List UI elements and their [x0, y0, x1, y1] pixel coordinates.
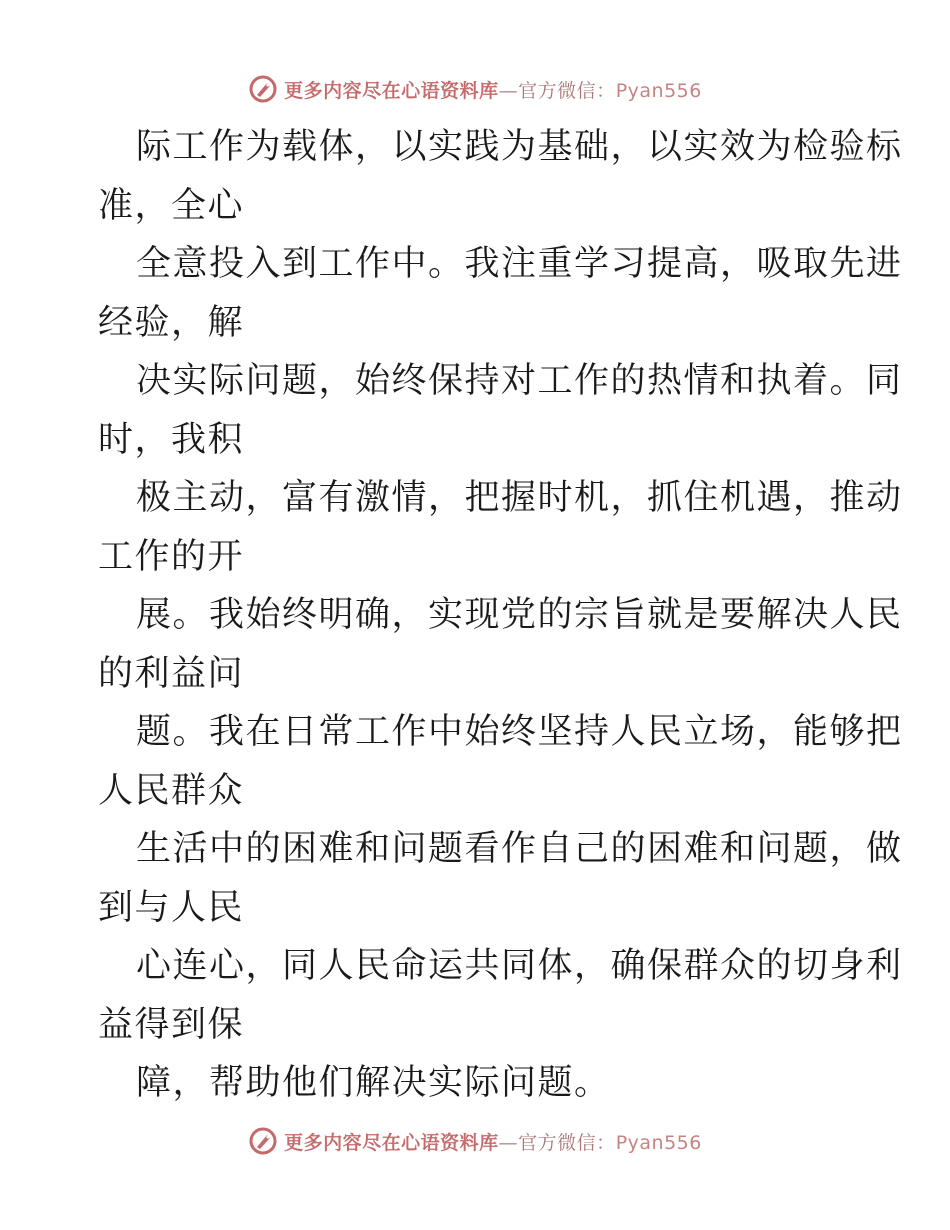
- watermark-label: 官方微信：: [518, 79, 616, 102]
- pen-nib-circle-icon: [248, 1126, 278, 1156]
- text-line: 际工作为载体，以实践为基础，以实效为检验标: [136, 127, 903, 167]
- watermark-separator: —: [498, 79, 519, 102]
- text-line: 全意投入到工作中。我注重学习提高，吸取先进: [136, 244, 903, 284]
- text-line: 题。我在日常工作中始终坚持人民立场，能够把: [136, 712, 903, 752]
- pen-nib-circle-icon: [248, 74, 278, 104]
- text-line: 心连心，同人民命运共同体，确保群众的切身利: [136, 946, 903, 986]
- text-line: 展。我始终明确，实现党的宗旨就是要解决人民: [136, 595, 903, 635]
- watermark-separator: —: [498, 1131, 519, 1154]
- watermark-label: 官方微信：: [518, 1131, 616, 1154]
- text-line: 决实际问题，始终保持对工作的热情和执着。同: [136, 361, 903, 401]
- text-line: 极主动，富有激情，把握时机，抓住机遇，推动: [136, 478, 903, 518]
- watermark-brand: 更多内容尽在心语资料库: [284, 1131, 499, 1154]
- text-line: 准，全心: [98, 185, 245, 226]
- text-line: 生活中的困难和问题看作自己的困难和问题，做: [136, 829, 903, 869]
- text-line: 人民群众: [98, 770, 245, 811]
- text-line: 障，帮助他们解决实际问题。: [136, 1063, 611, 1103]
- watermark-text: [284, 76, 702, 103]
- header-watermark: [0, 72, 950, 106]
- watermark-text: [284, 1128, 702, 1155]
- watermark-id: Pyan556: [615, 1131, 702, 1154]
- text-line: 时，我积: [98, 419, 245, 460]
- watermark-id: Pyan556: [615, 79, 702, 102]
- text-line: 的利益问: [98, 653, 245, 694]
- footer-watermark: [0, 1124, 950, 1158]
- text-line: 到与人民: [98, 887, 245, 928]
- watermark-brand: 更多内容尽在心语资料库: [284, 79, 499, 102]
- text-line: 经验，解: [98, 302, 245, 343]
- text-line: 益得到保: [98, 1004, 245, 1045]
- text-line: 工作的开: [98, 536, 245, 577]
- document-body: [98, 118, 903, 1113]
